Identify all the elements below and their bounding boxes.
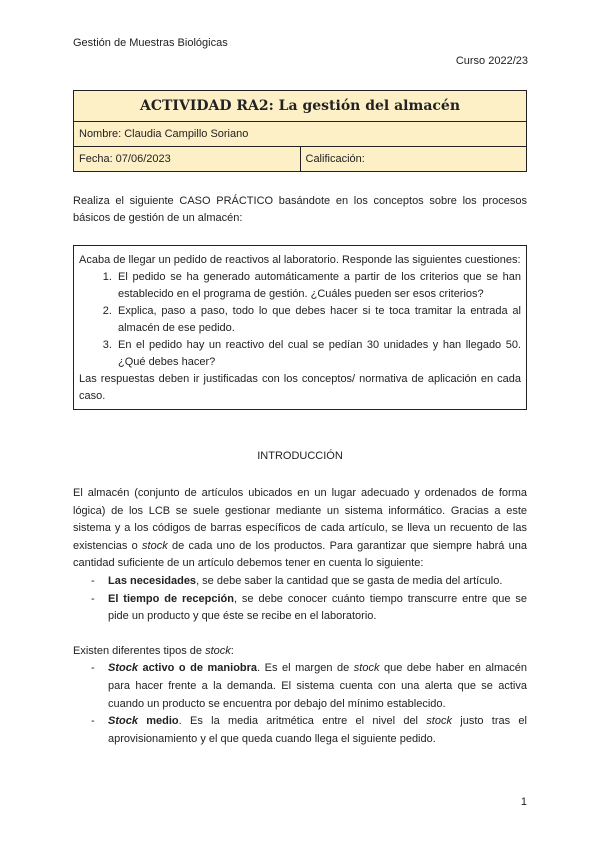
- header-subject: Gestión de Muestras Biológicas: [73, 37, 228, 49]
- activity-info-table: [73, 90, 527, 172]
- warehouse-paragraph: El almacén (conjunto de artículos ubicados en un lugar adecuado y ordenados de forma lógica) de los LCB se suele gestionar mediante un sistema informático. Gracias a este sistema y a los códigos de barras específicos de cada artículo, se lleva un recuento de las existencias o stock de cada uno de los productos. Para garantizar que siempre habrá una cantidad suficiente de un artículo debemos tener en cuenta lo siguiente:: [73, 487, 527, 570]
- date-cell: Fecha: 07/06/2023: [74, 147, 301, 172]
- list-item: - Stock medio. Es la media aritmética entre el nivel del stock justo tras el aprovisionamiento y el que queda cuando llega el siguiente pedido.: [91, 715, 527, 745]
- question-item: 2. Explica, paso a paso, todo lo que debes hacer si te toca tramitar la entrada al almacén de ese pedido.: [115, 303, 521, 337]
- list-item: - Stock activo o de maniobra. Es el margen de stock que debe haber en almacén para hacer frente a la demanda. El sistema cuenta con una alerta que se activa cuando un producto se encuentra por debajo del mínimo establecido.: [91, 662, 527, 710]
- body-text: [73, 485, 527, 748]
- question-item: 3. En el pedido hay un reactivo del cual se pedían 30 unidades y han llegado 50. ¿Qué debes hacer?: [115, 337, 521, 371]
- list-item: - Las necesidades, se debe saber la cantidad que se gasta de media del artículo.: [91, 574, 503, 587]
- header-course: Curso 2022/23: [455, 55, 528, 67]
- page-number: 1: [520, 796, 527, 808]
- case-footer: Las respuestas deben ir justificadas con los conceptos/ normativa de aplicación en cada caso.: [79, 373, 521, 402]
- question-list: [79, 269, 521, 371]
- stock-types-paragraph: Existen diferentes tipos de stock:: [73, 644, 234, 657]
- question-item: 1. El pedido se ha generado automáticamente a partir de los criterios que se han establecido en el programa de gestión. ¿Cuáles pueden ser esos criterios?: [115, 269, 521, 303]
- student-name-cell: Nombre: Claudia Campillo Soriano: [74, 122, 527, 147]
- grade-cell: Calificación:: [300, 147, 527, 172]
- section-title: INTRODUCCIÓN: [257, 450, 343, 462]
- instructions-paragraph: Realiza el siguiente CASO PRÁCTICO basándote en los conceptos sobre los procesos básicos de gestión de un almacén:: [73, 195, 527, 224]
- case-study-box: [73, 245, 527, 410]
- list-item: - El tiempo de recepción, se debe conocer cuánto tiempo transcurre entre que se pide un producto y que éste se recibe en el laboratorio.: [91, 592, 527, 623]
- factors-list: [73, 573, 527, 626]
- activity-title: ACTIVIDAD RA2: La gestión del almacén: [74, 91, 527, 122]
- stock-types-list: [73, 660, 527, 748]
- case-intro: Acaba de llegar un pedido de reactivos al laboratorio. Responde las siguientes cuestiones:: [79, 254, 521, 266]
